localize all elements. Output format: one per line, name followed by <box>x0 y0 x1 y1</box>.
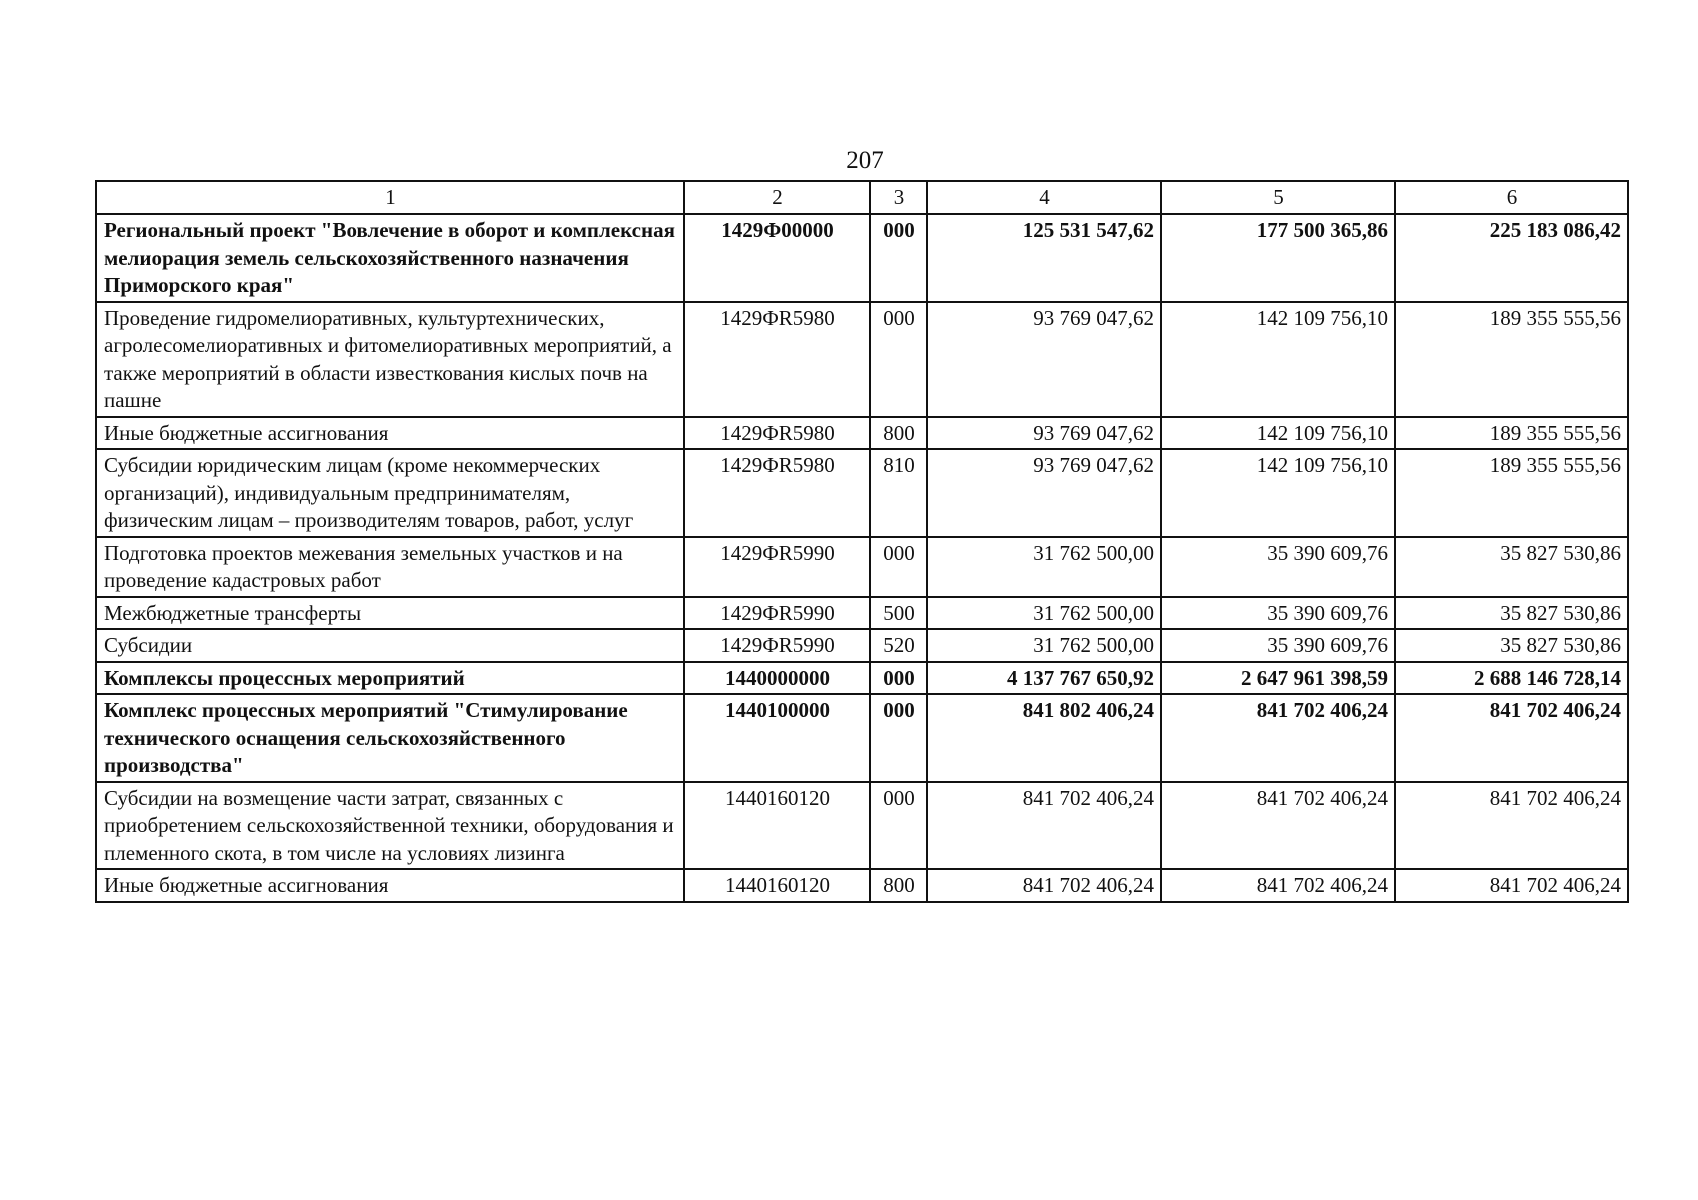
row-target-code: 1429ФR5980 <box>684 449 870 537</box>
row-amount-col4: 125 531 547,62 <box>927 214 1161 302</box>
row-target-code: 1440160120 <box>684 782 870 870</box>
row-name: Субсидии юридическим лицам (кроме некоммерческих организаций), индивидуальным предпринимателям, физическим лицам – производителям товаров, работ, услуг <box>96 449 684 537</box>
row-expense-kind: 800 <box>870 417 927 450</box>
row-name: Подготовка проектов межевания земельных участков и на проведение кадастровых работ <box>96 537 684 597</box>
row-expense-kind: 000 <box>870 662 927 695</box>
row-name: Комплексы процессных мероприятий <box>96 662 684 695</box>
table-row <box>96 417 1628 450</box>
column-header: 6 <box>1395 181 1628 214</box>
column-header: 5 <box>1161 181 1395 214</box>
row-amount-col5: 35 390 609,76 <box>1161 537 1395 597</box>
row-name: Региональный проект "Вовлечение в оборот и комплексная мелиорация земель сельскохозяйственного назначения Приморского края" <box>96 214 684 302</box>
row-amount-col5: 142 109 756,10 <box>1161 449 1395 537</box>
row-amount-col4: 31 762 500,00 <box>927 597 1161 630</box>
row-amount-col4: 93 769 047,62 <box>927 449 1161 537</box>
table-row <box>96 214 1628 302</box>
row-amount-col4: 93 769 047,62 <box>927 417 1161 450</box>
row-target-code: 1429ФR5980 <box>684 417 870 450</box>
row-amount-col5: 841 702 406,24 <box>1161 694 1395 782</box>
row-name: Комплекс процессных мероприятий "Стимулирование технического оснащения сельскохозяйственного производства" <box>96 694 684 782</box>
row-amount-col5: 2 647 961 398,59 <box>1161 662 1395 695</box>
row-amount-col6: 35 827 530,86 <box>1395 597 1628 630</box>
table-row <box>96 694 1628 782</box>
row-amount-col4: 841 702 406,24 <box>927 782 1161 870</box>
row-amount-col6: 841 702 406,24 <box>1395 694 1628 782</box>
table-row <box>96 597 1628 630</box>
row-amount-col5: 841 702 406,24 <box>1161 782 1395 870</box>
budget-table <box>95 180 1629 903</box>
table-row <box>96 302 1628 417</box>
row-amount-col6: 225 183 086,42 <box>1395 214 1628 302</box>
table-row <box>96 629 1628 662</box>
row-amount-col4: 31 762 500,00 <box>927 629 1161 662</box>
row-amount-col6: 189 355 555,56 <box>1395 417 1628 450</box>
row-amount-col5: 142 109 756,10 <box>1161 417 1395 450</box>
row-name: Межбюджетные трансферты <box>96 597 684 630</box>
column-header: 2 <box>684 181 870 214</box>
table-row <box>96 869 1628 902</box>
row-amount-col4: 93 769 047,62 <box>927 302 1161 417</box>
row-expense-kind: 000 <box>870 782 927 870</box>
column-header: 3 <box>870 181 927 214</box>
row-amount-col5: 177 500 365,86 <box>1161 214 1395 302</box>
row-expense-kind: 520 <box>870 629 927 662</box>
row-target-code: 1429ФR5980 <box>684 302 870 417</box>
column-number-row <box>96 181 1628 214</box>
row-amount-col5: 142 109 756,10 <box>1161 302 1395 417</box>
column-header: 4 <box>927 181 1161 214</box>
row-expense-kind: 500 <box>870 597 927 630</box>
row-amount-col4: 841 802 406,24 <box>927 694 1161 782</box>
table-row <box>96 662 1628 695</box>
row-amount-col4: 4 137 767 650,92 <box>927 662 1161 695</box>
row-target-code: 1429Ф00000 <box>684 214 870 302</box>
row-amount-col4: 31 762 500,00 <box>927 537 1161 597</box>
row-expense-kind: 000 <box>870 214 927 302</box>
table-row <box>96 537 1628 597</box>
row-amount-col6: 841 702 406,24 <box>1395 782 1628 870</box>
row-expense-kind: 000 <box>870 537 927 597</box>
row-name: Проведение гидромелиоративных, культуртехнических, агролесомелиоративных и фитомелиоративных мероприятий, а также мероприятий в области известкования кислых почв на пашне <box>96 302 684 417</box>
row-amount-col5: 841 702 406,24 <box>1161 869 1395 902</box>
row-amount-col6: 35 827 530,86 <box>1395 629 1628 662</box>
table-row <box>96 782 1628 870</box>
row-target-code: 1429ФR5990 <box>684 629 870 662</box>
row-target-code: 1440100000 <box>684 694 870 782</box>
row-target-code: 1429ФR5990 <box>684 597 870 630</box>
row-expense-kind: 000 <box>870 694 927 782</box>
row-amount-col6: 189 355 555,56 <box>1395 302 1628 417</box>
row-target-code: 1440160120 <box>684 869 870 902</box>
row-amount-col6: 2 688 146 728,14 <box>1395 662 1628 695</box>
row-amount-col6: 841 702 406,24 <box>1395 869 1628 902</box>
row-amount-col5: 35 390 609,76 <box>1161 597 1395 630</box>
row-amount-col5: 35 390 609,76 <box>1161 629 1395 662</box>
row-name: Субсидии на возмещение части затрат, связанных с приобретением сельскохозяйственной техники, оборудования и племенного скота, в том числе на условиях лизинга <box>96 782 684 870</box>
table-row <box>96 449 1628 537</box>
row-target-code: 1429ФR5990 <box>684 537 870 597</box>
row-amount-col6: 35 827 530,86 <box>1395 537 1628 597</box>
page-number: 207 <box>846 147 884 174</box>
row-name: Иные бюджетные ассигнования <box>96 869 684 902</box>
row-expense-kind: 000 <box>870 302 927 417</box>
row-expense-kind: 800 <box>870 869 927 902</box>
row-amount-col6: 189 355 555,56 <box>1395 449 1628 537</box>
column-header: 1 <box>96 181 684 214</box>
row-name: Иные бюджетные ассигнования <box>96 417 684 450</box>
row-expense-kind: 810 <box>870 449 927 537</box>
row-name: Субсидии <box>96 629 684 662</box>
row-amount-col4: 841 702 406,24 <box>927 869 1161 902</box>
row-target-code: 1440000000 <box>684 662 870 695</box>
